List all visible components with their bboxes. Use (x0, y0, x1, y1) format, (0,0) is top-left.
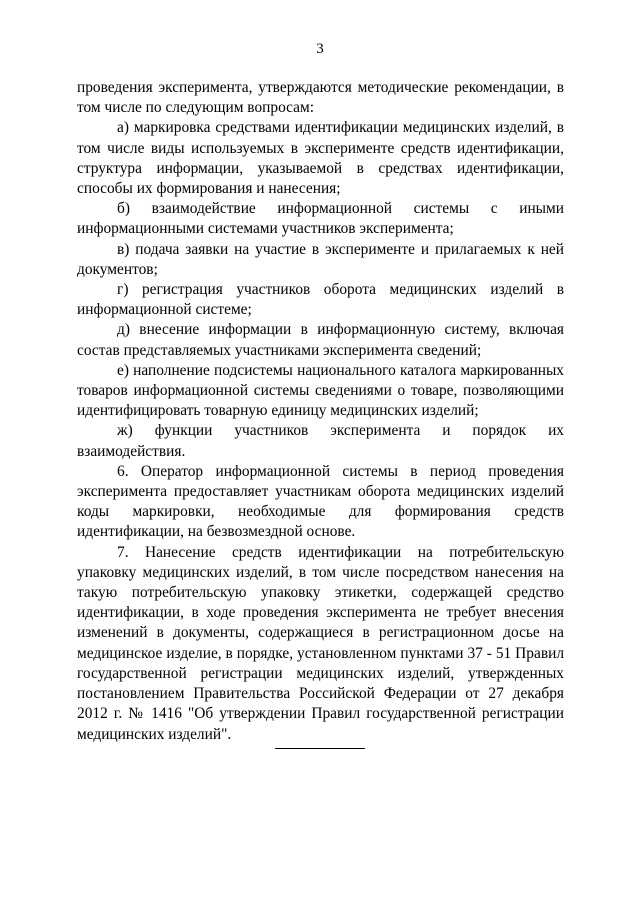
paragraph-item-b: б) взаимодействие информационной системы с иными информационными системами участников эксперимента; (77, 200, 564, 238)
paragraph-clause-6: 6. Оператор информационной системы в период проведения эксперимента предоставляет участникам оборота медицинских изделий коды маркировки, необходимые для формирования средств идентификации, на безвозмездной основе. (77, 462, 564, 541)
paragraph-item-v: в) подача заявки на участие в эксперименте и прилагаемых к ней документов; (77, 240, 564, 278)
paragraph-item-zh: ж) функции участников эксперимента и порядок их взаимодействия. (77, 422, 564, 460)
paragraph-intro: проведения эксперимента, утверждаются методические рекомендации, в том числе по следующим вопросам: (77, 79, 564, 117)
paragraph-clause-7: 7. Нанесение средств идентификации на потребительскую упаковку медицинских изделий, в том числе посредством нанесения на такую потребительскую упаковку этикетки, содержащей средство идентификации, в ходе проведения эксперимента не требует внесения изменений в документы, содержащиеся в регистрационном досье на медицинское изделие, в порядке, установленном пунктами 37 - 51 Правил государственной регистрации медицинских изделий, утвержденных постановлением Правительства Российской Федерации от 27 декабря 2012 г. № 1416 "Об утверждении Правил государственной регистрации медицинских изделий". (77, 543, 564, 743)
document-body (77, 78, 564, 745)
page-number: 3 (316, 41, 324, 57)
paragraph-item-d: д) внесение информации в информационную систему, включая состав представляемых участниками эксперимента сведений; (77, 321, 564, 359)
paragraph-item-a: а) маркировка средствами идентификации медицинских изделий, в том числе виды используемых в эксперименте средств идентификации, структура информации, указываемой в средствах идентификации, способы их формирования и нанесения; (77, 119, 564, 198)
end-of-text-rule (275, 748, 365, 749)
paragraph-item-g: г) регистрация участников оборота медицинских изделий в информационной системе; (77, 281, 564, 319)
paragraph-item-e: е) наполнение подсистемы национального каталога маркированных товаров информационной системы сведениями о товаре, позволяющими идентифицировать товарную единицу медицинских изделий; (77, 361, 564, 420)
